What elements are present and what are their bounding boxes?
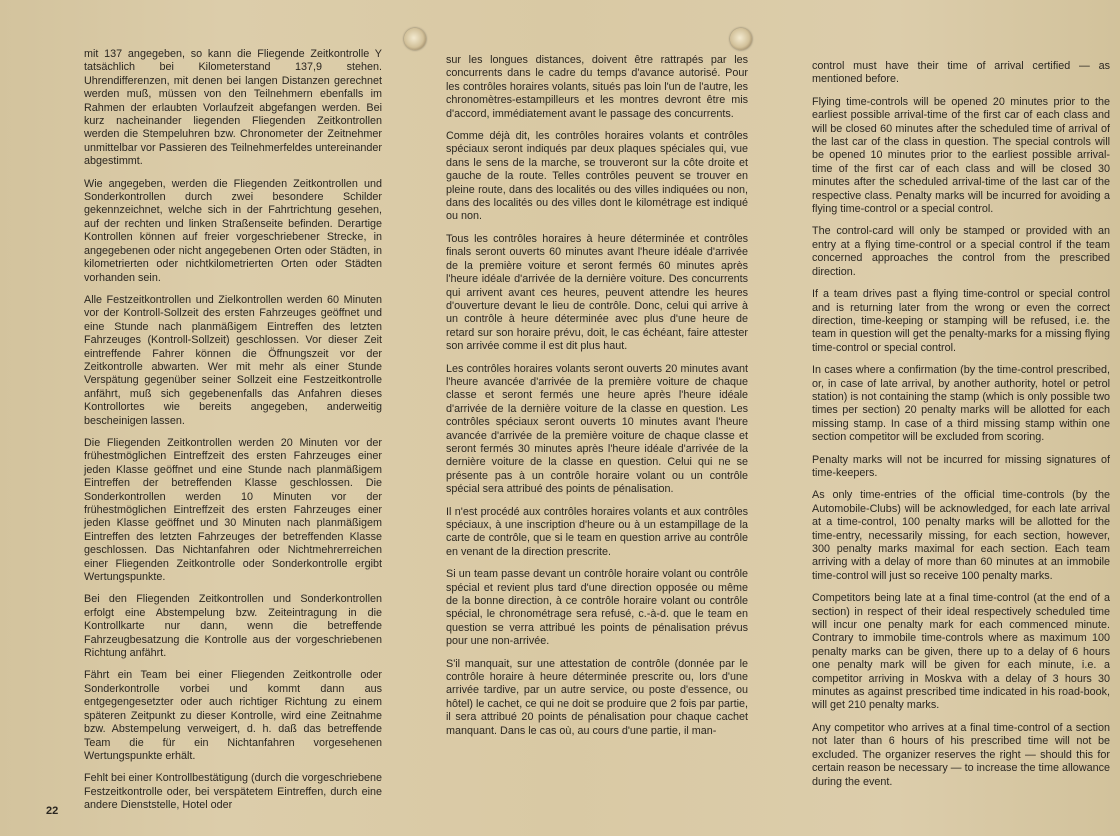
paragraph: In cases where a confirmation (by the time-control prescribed, or, in case of late arrival, by another authority, hotel or petrol station) is not containing the stamp (which is only possible two times per section) 20 penalty marks will be allotted for each missing stamp. In case of a third missing stamp within one section competitor will be excluded from scoring. bbox=[812, 364, 1110, 444]
paragraph: The control-card will only be stamped or provided with an entry at a flying time-control or a special control if the team concerned approaches the control from the prescribed direction. bbox=[812, 225, 1110, 278]
paragraph: Alle Festzeitkontrollen und Zielkontrollen werden 60 Minuten vor der Kontroll-Sollzeit des ersten Fahrzeuges geöffnet und eine Stunde nach planmäßigem Eintreffen des letzten Fahrzeuges (Kontroll-Sollzeit) geschlossen. Vor dieser Zeit eintreffende Fahrer können die Öffnungszeit vor der Zeitkontrolle abwarten. Wer mit mehr als einer Stunde Verspätung gegenüber seiner Sollzeit eine Festzeitkontrolle anfährt, muß sich gegebenenfalls das Anfahren dieses Kontrollortes wie bereits angegeben, anderweitig bescheinigen lassen. bbox=[84, 293, 382, 427]
english-column bbox=[812, 60, 1110, 798]
paragraph: As only time-entries of the official time-controls (by the Automobile-Clubs) will be acknowledged, for each late arrival at a time-control, 100 penalty marks will be allotted for the time-entry, necessarily missing, for each section, however, 300 penalty marks maximal for each section. Each team arriving with a delay of more than 60 minutes at an immobile time-control will just so receive 100 penalty marks. bbox=[812, 489, 1110, 582]
paragraph: Fährt ein Team bei einer Fliegenden Zeitkontrolle oder Sonderkontrolle vorbei und kommt dann aus entgegengesetzter oder auch richtiger Richtung zu einem späteren Zeitpunkt zu dieser Kontrolle, wird eine Zeitnahme bzw. Abstempelung verweigert, d. h. daß das betreffende Team die für ein Nichtanfahren vorgesehenen Wertungspunkte erhält. bbox=[84, 669, 382, 762]
paragraph: Les contrôles horaires volants seront ouverts 20 minutes avant l'heure avancée d'arrivée de la première voiture de chaque classe et seront fermés une heure après l'heure idéale d'arrivée de la dernière voiture de la classe en question. Les contrôles spéciaux seront ouverts 10 minutes avant l'heure avancée d'arrivée de la première voiture de chaque classe et seront fermés 30 minutes après l'heure idéale d'arrivée de la dernière voiture de la classe en question. Celui qui ne se présente pas à un contrôle horaire volant ou un contrôle spécial sera attribué des points de pénalisation. bbox=[446, 362, 748, 496]
page-number: 22 bbox=[46, 805, 59, 817]
paragraph: Tous les contrôles horaires à heure déterminée et contrôles finals seront ouverts 60 minutes avant l'heure idéale d'arrivée de la première voiture et seront fermés 60 minutes après l'heure idéale d'arrivée de la dernière voiture. Des concurrents qui arrivent avant ces heures, peuvent attendre les heures d'ouverture devant le lieu de contrôle. Donc, celui qui arrive à un contrôle à heure déterminée avec plus d'une heure de retard sur son horaire prévu, doit, le cas échéant, faire attester son arrivée comme il est dit plus haut. bbox=[446, 232, 748, 353]
paragraph: Competitors being late at a final time-control (at the end of a section) in respect of their ideal respectively scheduled time will incur one penalty mark for each commenced minute. Contrary to immobile time-controls where as maximum 100 penalty marks can be given, there up to a delay of 6 hours one penalty mark will be given for each minute, i.e. a competitor arriving in Moskva with a delay of 3 hours 30 minutes as against prescribed time indicated in his road-book, will get 210 penalty marks. bbox=[812, 592, 1110, 712]
french-column bbox=[446, 54, 748, 747]
paragraph: Die Fliegenden Zeitkontrollen werden 20 Minuten vor der frühestmöglichen Eintreffzeit des ersten Fahrzeuges einer jeden Klasse geöffnet und eine Stunde nach planmäßigem Eintreffen der betreffenden Klasse geschlossen. Die Sonderkontrollen werden 10 Minuten vor der frühestmöglichen Eintreffzeit des ersten Fahrzeuges einer jeden Klasse geöffnet und 30 Minuten nach planmäßigem Eintreffen des letzten Fahrzeuges der betreffenden Klasse geschlossen. Das Nichtanfahren oder Nichtmehrerreichen einer Fliegenden Zeitkontrolle oder Sonderkontrolle ergibt Wertungspunkte. bbox=[84, 436, 382, 584]
paragraph: Wie angegeben, werden die Fliegenden Zeitkontrollen und Sonderkontrollen durch zwei besondere Schilder gekennzeichnet, welche sich in der Fahrtrichtung gesehen, auf der rechten und linken Straßenseite befinden. Derartige Kontrollen können auf freier vorgeschriebener Strecke, in angegebenen oder nicht angegebenen Orten oder Städten, in kilometrierten oder nichtkilometrierten Orten oder Städten vorhanden sein. bbox=[84, 177, 382, 284]
paragraph: Il n'est procédé aux contrôles horaires volants et aux contrôles spéciaux, à une inscription d'heure ou à un estampillage de la carte de contrôle, que si le team en question arrive au contrôle en venant de la direction prescrite. bbox=[446, 505, 748, 558]
paragraph: If a team drives past a flying time-control or special control and is returning later from the wrong or even the correct direction, time-keeping or stamping will be refused, i.e. the team in question will get the penalty-marks for a missing flying time-control or special control. bbox=[812, 288, 1110, 354]
paragraph: Bei den Fliegenden Zeitkontrollen und Sonderkontrollen erfolgt eine Abstempelung bzw. Zeiteintragung in die Kontrollkarte nur dann, wenn die betreffende Fahrzeugbesatzung die Kontrolle aus der vorgeschriebenen Richtung anfährt. bbox=[84, 593, 382, 660]
paragraph: Si un team passe devant un contrôle horaire volant ou contrôle spécial et revient plus tard d'une direction opposée ou même de la bonne direction, à ce contrôle horaire volant ou contrôle spécial, le chronométrage sera refusé, c.-à-d. que le team en question se verra attribué les points de pénalisation prévus pour une non-arrivée. bbox=[446, 568, 748, 648]
paragraph: S'il manquait, sur une attestation de contrôle (donnée par le contrôle horaire à heure déterminée prescrite ou, lors d'une arrivée tardive, par un autre service, ou poste d'essence, ou hôtel) le cachet, ce qui ne doit se produire que 2 fois par partie, il sera attribué 20 points de pénalisation pour chaque cachet manquant. Dans le cas où, au cours d'une partie, il man- bbox=[446, 657, 748, 737]
paragraph: Penalty marks will not be incurred for missing signatures of time-keepers. bbox=[812, 453, 1110, 479]
staple-right-icon bbox=[730, 28, 752, 50]
paragraph: control must have their time of arrival certified — as mentioned before. bbox=[812, 60, 1110, 86]
paragraph: Flying time-controls will be opened 20 minutes prior to the earliest possible arrival-time of the first car of each class and will be closed 60 minutes after the scheduled time of arrival of the last car of the class in question. The special controls will be opened 10 minutes prior to the earliest possible arrival-time of the first car of each class and will be closed 30 minutes after the scheduled arrival-time of the last car of the respective class. Penalty marks will be incurred for avoiding a flying time-control or a special control. bbox=[812, 95, 1110, 216]
paragraph: mit 137 angegeben, so kann die Fliegende Zeitkontrolle Y tatsächlich bei Kilometerstand 137,9 stehen. Uhrendifferenzen, mit denen bei langen Distanzen gerechnet werden muß, müssen von den Teilnehmern ebenfalls im Rahmen der erlaubten Vorlaufzeit abgefangen werden. Bei kurz nacheinander liegenden Fliegenden Zeitkontrollen werden die Stempeluhren bzw. Chronometer der Zeitnehmer unmittelbar vor Passieren des Teilnehmerfeldes untereinander abgestimmt. bbox=[84, 48, 382, 168]
german-column bbox=[84, 48, 382, 822]
paragraph: Comme déjà dit, les contrôles horaires volants et contrôles spéciaux seront indiqués par deux plaques spéciales qui, vue dans le sens de la marche, se trouveront sur la côte droite et gauche de la route. Telles contrôles peuvent se trouver en pleine route, dans des localités ou des villes indiquées ou non, dans des localités ou des villes dont le kilométrage est indiqué ou non. bbox=[446, 130, 748, 223]
paragraph: Fehlt bei einer Kontrollbestätigung (durch die vorgeschriebene Festzeitkontrolle oder, bei verspätetem Eintreffen, durch eine andere Dienststelle, Hotel oder bbox=[84, 772, 382, 812]
staple-left-icon bbox=[404, 28, 426, 50]
paragraph: sur les longues distances, doivent être rattrapés par les concurrents dans le cadre du temps d'avance autorisé. Pour les contrôles horaires volants, situés pas loin l'un de l'autre, les chronomètres-estampilleurs et les montres devront être mis d'accord, immédiatement avant le passage des concurrents. bbox=[446, 54, 748, 120]
paragraph: Any competitor who arrives at a final time-control of a section not later than 6 hours of his prescribed time will not be excluded. The organizer reserves the right — should this for certain reason be necessary — to increase the time allowance during the event. bbox=[812, 721, 1110, 788]
